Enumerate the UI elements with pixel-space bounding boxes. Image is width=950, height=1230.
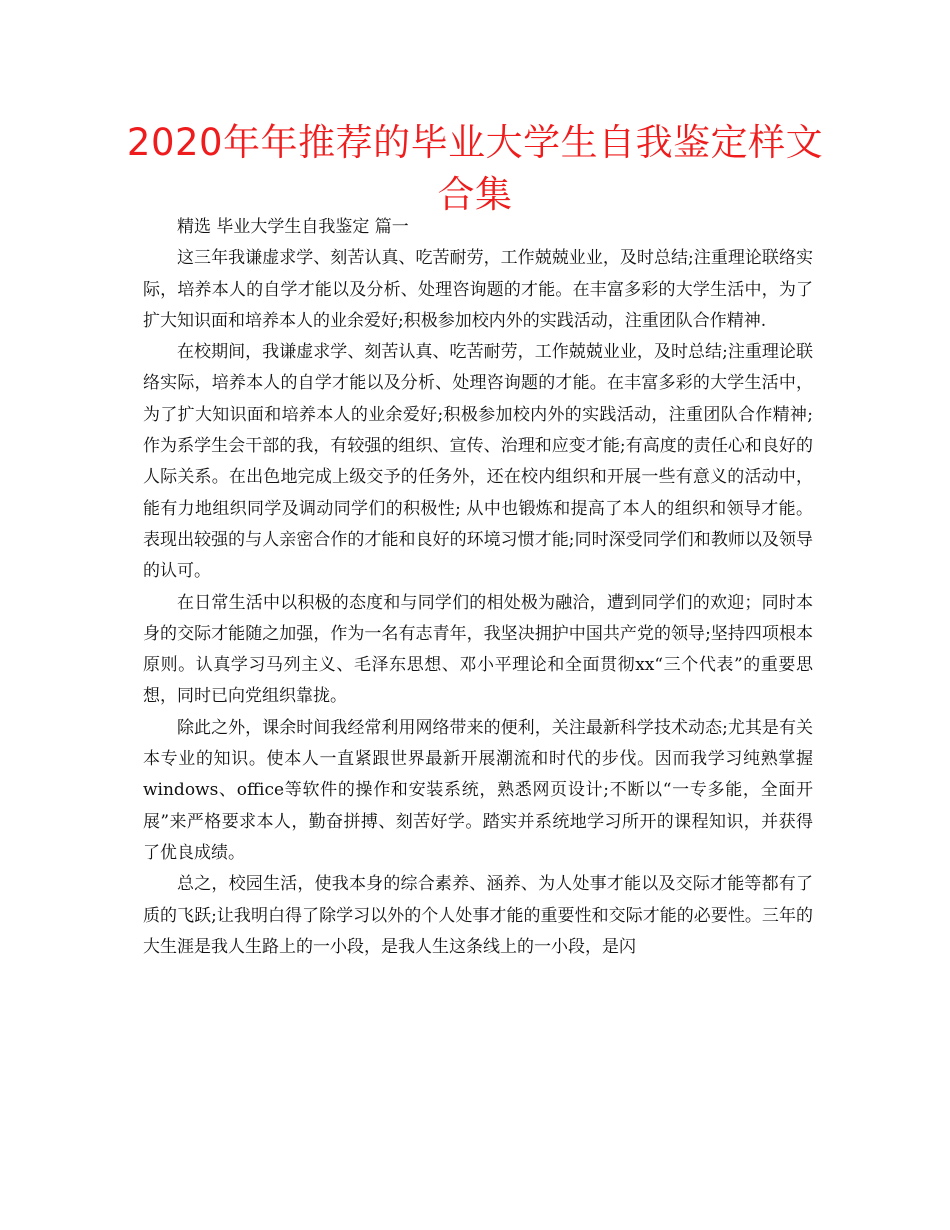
title-line-1: 2020年年推荐的毕业大学生自我鉴定样文 <box>126 121 824 164</box>
paragraph: 总之，校园生活，使我本身的综合素养、涵养、为人处事才能以及交际才能等都有了质的飞跃;让我明白得了除学习以外的个人处事才能的重要性和交际才能的必要性。三年的大生涯是我人生路上的一小段，是我人生这条线上的一小段，是闪 <box>143 874 813 957</box>
paragraph: 这三年我谦虚求学、刻苦认真、吃苦耐劳，工作兢兢业业，及时总结;注重理论联络实际，培养本人的自学才能以及分析、处理咨询题的才能。在丰富多彩的大学生活中，为了扩大知识面和培养本人的业余爱好;积极参加校内外的实践活动，注重团队合作精神. <box>143 248 813 331</box>
paragraph: 在校期间，我谦虚求学、刻苦认真、吃苦耐劳，工作兢兢业业，及时总结;注重理论联络实际，培养本人的自学才能以及分析、处理咨询题的才能。在丰富多彩的大学生活中，为了扩大知识面和培养本人的业余爱好;积极参加校内外的实践活动，注重团队合作精神;作为系学生会干部的我，有较强的组织、宣传、治理和应变才能;有高度的责任心和良好的人际关系。在出色地完成上级交予的任务外，还在校内组织和开展一些有意义的活动中，能有力地组织同学及调动同学们的积极性; 从中也锻炼和提高了本人的组织和领导才能。表现出较强的与人亲密合作的才能和良好的环境习惯才能;同时深受同学们和教师以及领导的认可。 <box>143 342 813 582</box>
section-heading: 精选 毕业大学生自我鉴定 篇一 <box>177 217 409 237</box>
document-title <box>0 117 950 221</box>
paragraph: 除此之外，课余时间我经常利用网络带来的便利，关注最新科学技术动态;尤其是有关本专业的知识。使本人一直紧跟世界最新开展潮流和时代的步伐。因而我学习纯熟掌握 windows、office等软件的操作和安装系统，熟悉网页设计;不断以“一专多能，全面开展”来严格要求本人，勤奋拼搏、刻苦好学。踏实并系统地学习所开的课程知识，并获得了优良成绩。 <box>143 717 813 863</box>
title-line-2: 合集 <box>437 173 513 216</box>
document-body <box>143 212 813 963</box>
paragraph: 在日常生活中以积极的态度和与同学们的相处极为融洽，遭到同学们的欢迎；同时本身的交际才能随之加强，作为一名有志青年，我坚决拥护中国共产党的领导;坚持四项根本原则。认真学习马列主义、毛泽东思想、邓小平理论和全面贯彻xx“三个代表”的重要思想，同时已向党组织靠拢。 <box>143 592 813 707</box>
